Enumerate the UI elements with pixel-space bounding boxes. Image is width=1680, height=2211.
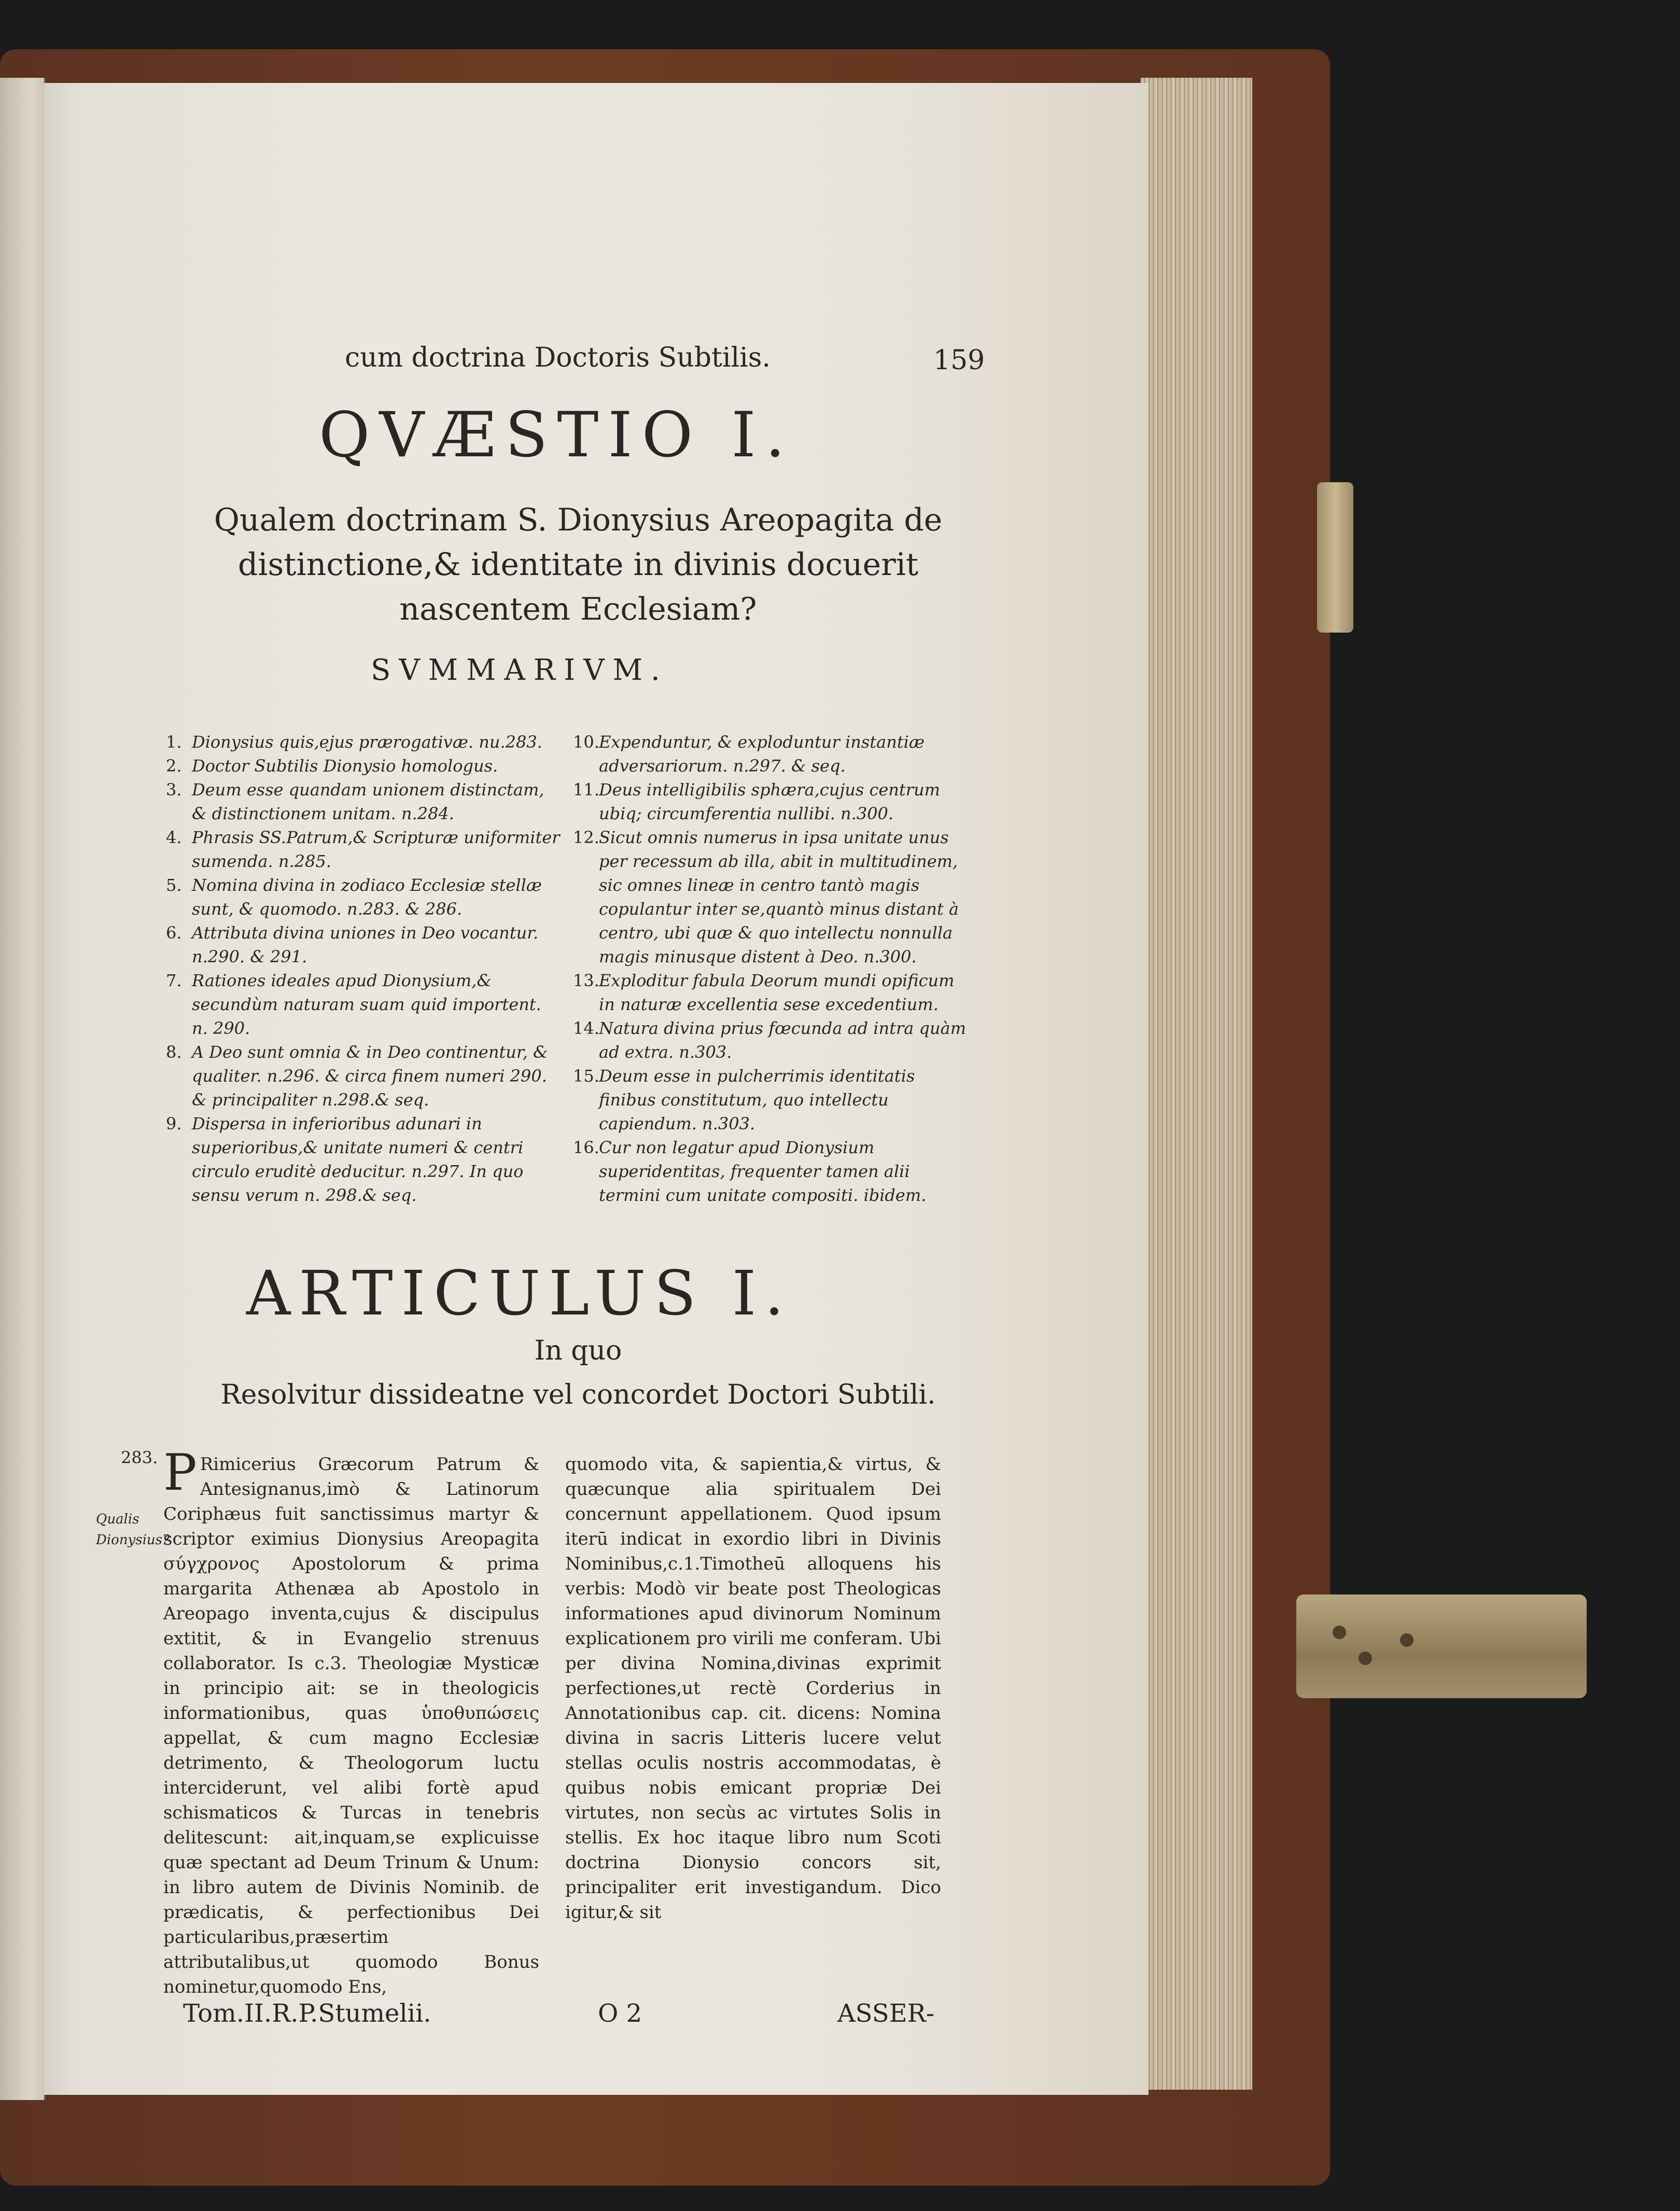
metal-clasp [1296, 1594, 1587, 1698]
summary-item: 6. Attributa divina uniones in Deo vocantur. n.290. & 291. [166, 923, 539, 967]
summary-item: 9. Dispersa in inferioribus adunari in superioribus,& unitate numeri & centri circulo eruditè deducitur. n.297. In quo sensu verum n. 298.& seq. [166, 1114, 524, 1205]
summary-item: 1. Dionysius quis,ejus prærogativæ. nu.283. [166, 732, 542, 752]
summary-item: 8. A Deo sunt omnia & in Deo continentur, & qualiter. n.296. & circa finem numeri 290. & principaliter n.298.& seq. [166, 1042, 548, 1110]
summary-column-left [166, 730, 560, 1207]
summary-item: 14. Natura divina prius fœcunda ad intra quàm ad extra. n.303. [573, 1018, 967, 1062]
summary-item: 3. Deum esse quandam unionem distinctam, & distinctionem unitam. n.284. [166, 780, 544, 823]
page-block-edge [1141, 78, 1252, 2090]
rivet-icon [1359, 1652, 1372, 1665]
rivet-icon [1333, 1626, 1346, 1639]
question-text: Qualem doctrinam S. Dionysius Areopagita de distinctione,& identitate in divinis docuerit nascentem Ecclesiam? [214, 502, 943, 627]
left-page-edge [0, 78, 46, 2100]
body-column-left [163, 1444, 539, 1999]
footer-signature: O 2 [598, 1999, 642, 2028]
summary-item: 15. Deum esse in pulcherrimis identitatis finibus constitutum, quo intellectu capiendum. n.303. [573, 1066, 915, 1134]
summary-item: 10. Expenduntur, & exploduntur instantiæ adversariorum. n.297. & seq. [573, 732, 925, 776]
summary-item: 4. Phrasis SS.Patrum,& Scripturæ uniformiter sumenda. n.285. [166, 828, 560, 871]
margin-paragraph-number: 283. [121, 1448, 158, 1467]
body-text-left: Rimicerius Græcorum Patrum & Antesignanus,imò & Latinorum Coriphæus fuit sanctissimus martyr & scriptor eximius Dionysius Areopagita σύγχρονος Apostolorum & prima margarita Athenæa ab Apostolo in Areopago inventa,cujus & discipulus extitit, & in Evangelio strenuus collaborator. Is c.3. Theologiæ Mysticæ in principio ait: se in theologicis informationibus, quas ὑποθυπώσεις appellat, & cum magno Ecclesiæ detrimento, & Theologorum luctu interciderunt, vel alibi fortè apud schismaticos & Turcas in tenebris delitescunt: ait,inquam,se explicuisse quæ spectant ad Deum Trinum & Unum: in libro autem de Divinis Nominib. de prædicatis, & perfectionibus Dei particularibus,præsertim attributalibus,ut quomodo Bonus nominetur,quomodo Ens, [163, 1454, 539, 1997]
question-title: QVÆSTIO I. [319, 399, 794, 471]
summary-item: 2. Doctor Subtilis Dionysio homologus. [166, 756, 498, 776]
drop-cap: P [163, 1444, 197, 1502]
margin-note: Qualis Dionysius? [96, 1512, 170, 1548]
running-title: cum doctrina Doctoris Subtilis. [345, 342, 771, 373]
summary-column-right [573, 730, 967, 1207]
bookmark-tab [1317, 482, 1353, 633]
summary-heading: SVMMARIVM. [371, 653, 668, 687]
article-title: ARTICULUS I. [246, 1257, 792, 1329]
rivet-icon [1400, 1633, 1413, 1647]
article-subtitle-1: In quo [534, 1335, 622, 1366]
summary-item: 5. Nomina divina in zodiaco Ecclesiæ stellæ sunt, & quomodo. n.283. & 286. [166, 875, 542, 919]
summary-item: 16. Cur non legatur apud Dionysium superidentitas, frequenter tamen alii termini cum unitate compositi. ibidem. [573, 1138, 927, 1205]
footer-catchword: ASSER- [837, 1999, 934, 2028]
summary-item: 12. Sicut omnis numerus in ipsa unitate unus per recessum ab illa, abit in multitudinem, sic omnes lineæ in centro tantò magis copulantur inter se,quantò minus distant à centro, ubi quæ & quo intellectu nonnulla magis minusque distent à Deo. n.300. [573, 828, 959, 967]
page-number: 159 [933, 345, 985, 376]
footer-volume: Tom.II.R.P.Stumelii. [183, 1999, 431, 2028]
body-text-right: quomodo vita, & sapientia,& virtus, & quæcunque alia spiritualem Dei concernunt appellationem. Quod ipsum iterū indicat in exordio libri in Divinis Nominibus,c.1.Timotheū alloquens his verbis: Modò vir beate post Theologicas informationes apud divinorum Nominum explicationem pro virili me conferam. Ubi per divina Nomina,divinas exprimit perfectiones,ut rectè Corderius in Annotationibus cap. cit. dicens: Nomina divina in sacris Litteris lucere velut stellas oculis nostris accommodatas, è quibus nobis emicant propriæ Dei virtutes, non secùs ac virtutes Solis in stellis. Ex hoc itaque libro num Scoti doctrina Dionysio concors sit, principaliter erit investigandum. Dico igitur,& sit [565, 1454, 941, 1923]
article-subtitle-2: Resolvitur dissideatne vel concordet Doctori Subtili. [220, 1379, 936, 1410]
body-column-right [565, 1452, 941, 1925]
summary-item: 13. Exploditur fabula Deorum mundi opificum in naturæ excellentia sese excedentium. [573, 971, 955, 1014]
summary-item: 11. Deus intelligibilis sphæra,cujus centrum ubiq; circumferentia nullibi. n.300. [573, 780, 941, 823]
book-page [44, 83, 1149, 2095]
summary-item: 7. Rationes ideales apud Dionysium,& secundùm naturam suam quid importent. n. 290. [166, 971, 541, 1038]
